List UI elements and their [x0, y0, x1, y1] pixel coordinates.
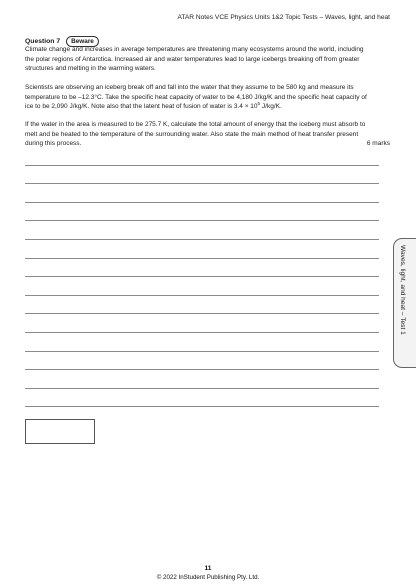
answer-line[interactable]: [25, 165, 379, 166]
answer-line[interactable]: [25, 313, 379, 314]
answer-line[interactable]: [25, 406, 379, 407]
paragraph-2-text: Scientists are observing an iceberg break off and fall into the water that they assume to be 580 kg and measure its temperature to be –12.3°C. Take the specific heat capacity of water to be 4,180 J/kg/K and the specific heat capacity of ice to be 2,090 J/kg/K. Note also that the latent heat of fusion of water is 3.4 × 10: [25, 84, 367, 111]
answer-line[interactable]: [25, 239, 379, 240]
page-number: 11: [204, 565, 212, 572]
answer-line[interactable]: [25, 276, 379, 277]
exponent: 5: [257, 101, 261, 107]
question-number: Question 7: [25, 38, 61, 45]
question-paragraph-1: Climate change and increases in average temperatures are threatening many ecosystems around the world, including the polar regions of Antarctica. Increased air and water temperatures lead to large icebergs breaking off from greater structures and melting in the warming waters.: [25, 46, 364, 73]
answer-line[interactable]: [25, 220, 379, 221]
answer-line[interactable]: [25, 183, 379, 184]
answer-line[interactable]: [25, 369, 379, 370]
running-header: ATAR Notes VCE Physics Units 1&2 Topic Tests – Waves, light, and heat: [177, 14, 390, 21]
answer-line[interactable]: [25, 258, 379, 259]
side-tab-label: Waves, light, and heat – Test 1: [399, 245, 406, 335]
answer-line[interactable]: [25, 351, 379, 352]
answer-line[interactable]: [25, 388, 379, 389]
marks-label: 6 marks: [366, 140, 390, 147]
final-answer-box[interactable]: [25, 419, 95, 444]
beware-badge: Beware: [66, 36, 99, 47]
answer-line[interactable]: [25, 202, 379, 203]
copyright-notice: © 2022 InStudent Publishing Pty. Ltd.: [156, 574, 260, 581]
question-paragraph-3: If the water in the area is measured to be 275.7 K, calculate the total amount of energy that the iceberg must absorb to melt and be heated to the temperature of the surrounding water. Also state the main method of heat transfer present during this process.: [25, 121, 366, 148]
paragraph-2-units: J/kg/K.: [260, 103, 282, 111]
section-side-tab: [393, 238, 416, 368]
answer-line[interactable]: [25, 332, 379, 333]
question-paragraph-2: [25, 83, 367, 112]
answer-line[interactable]: [25, 295, 379, 296]
